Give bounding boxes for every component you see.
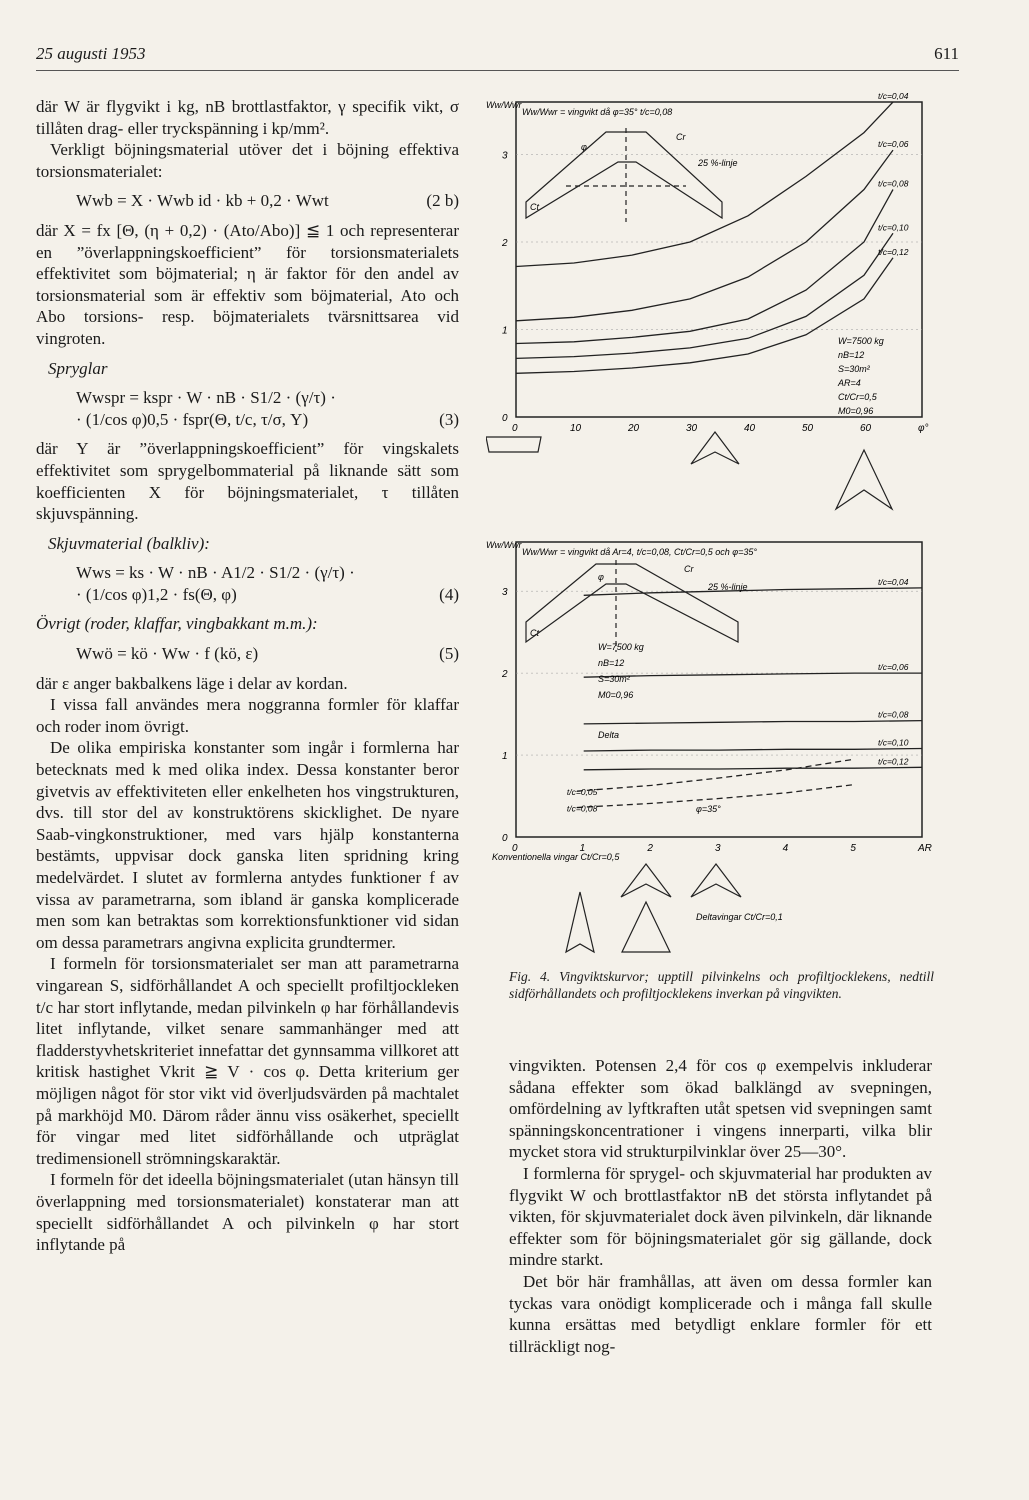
chart-annotation: φ=35° — [696, 804, 721, 814]
chart-title: Ww/Wwr = vingvikt då Ar=4, t/c=0,08, Ct/Cr=0,5 och φ=35° — [522, 547, 757, 557]
series-label: t/c=0,12 — [878, 246, 909, 257]
y-tick-label: 2 — [502, 669, 508, 681]
x-tick-label: 3 — [715, 843, 721, 854]
equation-2b — [36, 190, 459, 212]
chart-annotation: nB=12 — [598, 658, 625, 668]
x-tick-label: 5 — [850, 843, 856, 854]
x-tick-label: 0 — [512, 423, 518, 434]
header-date: 25 augusti 1953 — [36, 44, 146, 63]
series-label: t/c=0,06 — [878, 139, 909, 150]
equation-text: Wwb = X · Wwb id · kb + 0,2 · Wwt — [76, 191, 329, 211]
chart-title: Ww/Wwr = vingvikt då φ=35° t/c=0,08 — [522, 107, 673, 117]
chart-annotation: M0=0,96 — [838, 406, 874, 416]
series-label: t/c=0,08 — [878, 709, 909, 720]
y-tick-label: 0 — [502, 413, 508, 424]
x-tick-label: 50 — [802, 423, 814, 434]
equation-text: · (1/cos φ)0,5 · fspr(Θ, t/c, τ/σ, Y) — [76, 409, 309, 429]
series-line — [577, 759, 854, 791]
equation-4 — [36, 562, 459, 584]
chart-annotation: 25 %-linje — [708, 582, 748, 592]
wing-weight-chart-sweep — [486, 92, 934, 512]
equation-number: (4) — [439, 584, 459, 604]
equation-text: Wwspr = kspr · W · nB · S1/2 · (γ/τ) · — [76, 388, 336, 408]
y-tick-label: 1 — [502, 325, 508, 337]
equation-number: (5) — [439, 644, 459, 664]
swept-wing-diagram — [526, 128, 722, 222]
series-label: t/c=0,08 — [878, 178, 909, 189]
x-tick-label: 20 — [628, 423, 640, 434]
figure-caption: Fig. 4. Vingviktskurvor; upptill pilvinkelns och profiltjocklekens, nedtill sidförhållandets och profiltjocklekens inverkan på vingvikten. — [509, 969, 934, 1001]
wing-weight-chart-aspect-ratio — [486, 512, 934, 960]
x-tick-label: 10 — [570, 423, 582, 434]
paragraph: vingvikten. Potensen 2,4 för cos φ exempelvis inkluderar sådana effekter som ökad balklängd av svepningen, omfördelning av lyftkraften utåt spetsen vid svepningen samt spänningskoncentrationer i vingens innerparti, vilka blir mycket stora vid strukturpilvinklar över 25—30°. — [509, 1056, 932, 1162]
paragraph: Verkligt böjningsmaterial utöver det i böjning effektiva torsionsmaterialet: — [36, 140, 459, 181]
x-tick-label: 0 — [512, 843, 518, 854]
chart-annotation: Delta — [598, 730, 620, 740]
chart-annotation: 25 %-linje — [698, 158, 738, 168]
equation-3-cont — [36, 409, 459, 431]
x-tick-label: 60 — [860, 423, 872, 434]
equation-4-cont — [36, 584, 459, 606]
series-label: t/c=0,10 — [878, 222, 909, 233]
chart-annotation: Ct — [530, 628, 539, 638]
chart-annotation: W=7500 kg — [838, 336, 884, 346]
chart-annotation: S=30m² — [838, 364, 870, 374]
chart-annotation: φ — [598, 572, 604, 582]
chart-annotation: Ct — [530, 202, 539, 212]
paragraph: Det bör här framhållas, att även om dessa formler kan tyckas vara onödigt komplicerade och i många fall skulle kunna ersättas med betydligt enklare formler för ett tillräckligt nog- — [509, 1271, 932, 1356]
paragraph: I vissa fall användes mera noggranna formler för klaffar och roder inom övrigt. — [36, 695, 459, 736]
equation-3 — [36, 387, 459, 409]
chart-annotation: Cr — [676, 132, 686, 142]
paragraph: där X = fx [Θ, (η + 0,2) · (Ato/Abo)] ≦ 1 och representerar en ”överlappningskoefficient” för torsionsmaterialets effektivitet som böjmaterial; η är faktor för den andel av torsionsmaterial som är effektiv som böjmaterial, Ato och Abo torsions- resp. böjmaterialets tvärsnittsarea vid vingroten. — [36, 220, 459, 348]
header-rule — [36, 70, 959, 71]
chart-annotation: AR=4 — [838, 378, 861, 388]
paragraph: där ε anger bakbalkens läge i delar av kordan. — [36, 673, 348, 693]
equation-text: Wws = ks · W · nB · A1/2 · S1/2 · (γ/τ) · — [76, 563, 355, 583]
heading-spryglar: Spryglar — [48, 358, 108, 378]
series-label: t/c=0,05 — [566, 787, 598, 798]
wing-diagram — [526, 560, 738, 652]
equation-5 — [36, 643, 459, 665]
chart-annotation: S=30m² — [598, 674, 630, 684]
y-axis-label: Ww/Wwr — [486, 540, 522, 550]
heading-ovrigt: Övrigt (roder, klaffar, vingbakkant m.m.): — [36, 614, 318, 634]
paragraph: I formlerna för sprygel- och skjuvmaterial har produkten av flygvikt W och brottlastfaktor nB det största inflytandet på vikten, för skjuvmaterialet dock även pilvinkeln, där liknande effekter som för böjningsmaterialet gör sig gällande, dock mindre starkt. — [509, 1163, 932, 1270]
equation-text: · (1/cos φ)1,2 · fs(Θ, φ) — [76, 584, 237, 604]
right-column — [509, 1055, 932, 1357]
y-tick-label: 0 — [502, 833, 508, 844]
chart-annotation: nB=12 — [838, 350, 865, 360]
x-tick-label: 40 — [744, 423, 756, 434]
x-tick-label: 4 — [782, 843, 789, 854]
chart-annotation: M0=0,96 — [598, 690, 634, 700]
paragraph: I formeln för torsionsmaterialet ser man att parametrarna vingarean S, sidförhållandet A och speciellt profiltjockleken t/c har stort inflytande, medan pilvinkeln φ har förhållandevis litet inflytande, vilket senare sammanhänger med att fladderstyvhetskriteriet innefattar det gynnsamma villkoret att kritisk hastighet Vkrit ≧ V · cos φ. Detta kriterium ger möjligen något för stor vikt vid överljudsvärden på machtalet på markhöjd M0. Därom råder ännu viss osäkerhet, speciellt för vingar med litet sidförhållande och utpräglat tredimensionell strömningskaraktär. — [36, 954, 459, 1168]
chart-annotation: Deltavingar Ct/Cr=0,1 — [696, 912, 783, 922]
series-line — [516, 233, 893, 358]
x-tick-label: 1 — [579, 843, 586, 854]
equation-text: Wwö = kö · Ww · f (kö, ε) — [76, 644, 259, 664]
equation-number: (3) — [439, 409, 459, 429]
series-label: t/c=0,10 — [878, 737, 909, 748]
series-line — [584, 721, 922, 724]
series-line — [516, 258, 893, 374]
chart-annotation: φ — [581, 142, 587, 152]
chart-annotation: Ct/Cr=0,5 — [838, 392, 877, 402]
series-label: t/c=0,08 — [566, 803, 598, 814]
paragraph: där Y är ”överlappningskoefficient” för vingskalets effektivitet som sprygelbommaterial på liknande sätt som koefficienten X för böjningsmaterialet, τ tillåten skjuvspänning. — [36, 439, 459, 524]
paragraph: De olika empiriska konstanter som ingår i formlerna har betecknats med k med olika index. Dessa konstanter beror givetvis av effektiviteten eller enkelheten hos vingstrukturen, dvs. till stor del av konstruktörens skicklighet. De nyare Saab-vingkonstruktioner, med vars hjälp konstanterna bestämts, uppvisar dock ganska liten spridning kring medelvärdet. I slutet av formlerna antydes funktioner f av vissa av parametrarna, som ibland är ganska komplicerade men som kan betraktas som korrektionsfunktioner vid sidan om dessa parametrars angivna explicita grundtermer. — [36, 738, 459, 952]
series-line — [584, 673, 922, 677]
chart-annotation: W=7500 kg — [598, 642, 644, 652]
paragraph: där W är flygvikt i kg, nB brottlastfaktor, γ specifik vikt, σ tillåten drag- eller tryckspänning i kp/mm². — [36, 97, 459, 138]
heading-skjuvmaterial: Skjuvmaterial (balkliv): — [48, 533, 210, 553]
y-tick-label: 3 — [502, 587, 508, 599]
x-tick-label: 2 — [647, 843, 653, 854]
y-tick-label: 1 — [502, 751, 508, 763]
wing-icons — [566, 864, 741, 952]
series-line — [584, 767, 922, 770]
x-tick-label: AR — [918, 843, 932, 854]
x-tick-label: φ° — [918, 423, 929, 434]
series-label: t/c=0,04 — [878, 92, 909, 101]
page-number: 611 — [934, 44, 959, 63]
paragraph: I formeln för det ideella böjningsmaterialet (utan hänsyn till överlappning med torsionsmaterialet) konstaterar man att speciellt sidförhållandet A och pilvinkeln φ har stort inflytande på — [36, 1170, 459, 1255]
left-column — [36, 96, 459, 1256]
x-tick-label: 30 — [686, 423, 698, 434]
series-label: t/c=0,12 — [878, 756, 909, 767]
wing-icons — [486, 432, 892, 509]
y-tick-label: 2 — [502, 238, 508, 249]
series-label: t/c=0,04 — [878, 576, 909, 587]
y-tick-label: 3 — [502, 150, 508, 162]
series-line — [516, 190, 893, 344]
series-label: t/c=0,06 — [878, 662, 909, 673]
chart-annotation: Konventionella vingar Ct/Cr=0,5 — [492, 852, 620, 862]
series-line — [584, 749, 922, 752]
equation-number: (2 b) — [426, 191, 459, 211]
y-axis-label: Ww/Wwr — [486, 100, 522, 110]
chart-annotation: Cr — [684, 564, 694, 574]
